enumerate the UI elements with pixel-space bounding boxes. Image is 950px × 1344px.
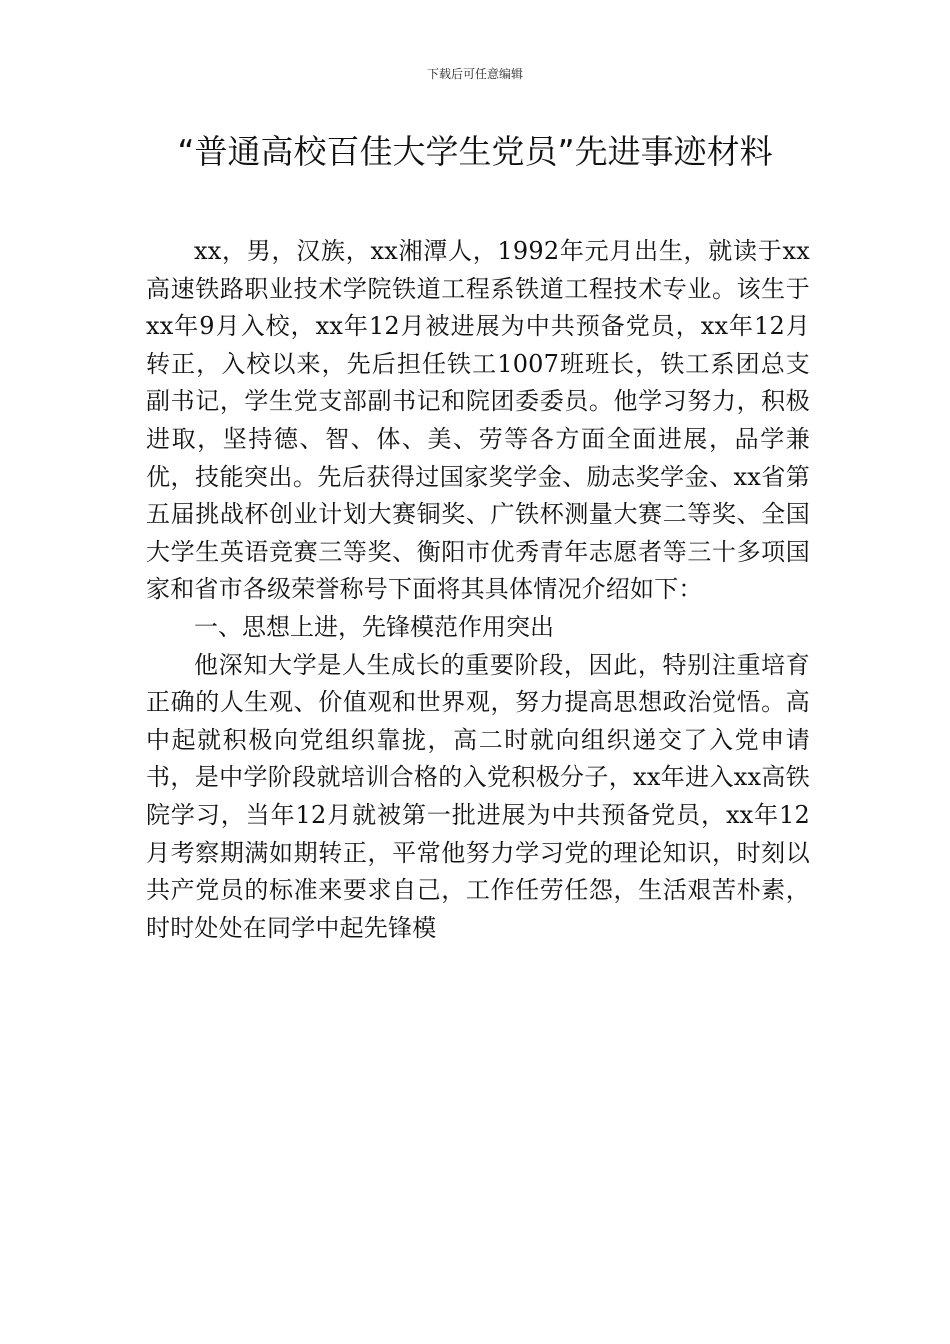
- document-body: [146, 233, 810, 947]
- header-note: 下载后可任意编辑: [426, 67, 523, 81]
- section-heading: 一、思想上进，先锋模范作用突出: [194, 612, 554, 641]
- intro-paragraph: xx，男，汉族，xx湘潭人，1992年元月出生，就读于xx高速铁路职业技术学院铁道工程系铁道工程技术专业。该生于xx年9月入校，xx年12月被进展为中共预备党员，xx年12月转正，入校以来，先后担任铁工1007班班长，铁工系团总支副书记，学生党支部副书记和院团委委员。他学习努力，积极进取，坚持德、智、体、美、劳等各方面全面进展，品学兼优，技能突出。先后获得过国家奖学金、励志奖学金、xx省第五届挑战杯创业计划大赛铜奖、广铁杯测量大赛二等奖、全国大学生英语竞赛三等奖、衡阳市优秀青年志愿者等三十多项国家和省市各级荣誉称号下面将其具体情况介绍如下：: [146, 237, 810, 604]
- section-paragraph: 他深知大学是人生成长的重要阶段，因此，特别注重培育正确的人生观、价值观和世界观，努力提高思想政治觉悟。高中起就积极向党组织靠拢，高二时就向组织递交了入党申请书，是中学阶段就培训合格的入党积极分子，xx年进入xx高铁院学习，当年12月就被第一批进展为中共预备党员，xx年12月考察期满如期转正，平常他努力学习党的理论知识，时刻以共产党员的标准来要求自己，工作任劳任怨，生活艰苦朴素，时时处处在同学中起先锋模: [146, 650, 810, 942]
- document-title: “普通高校百佳大学生党员”先进事迹材料: [177, 132, 773, 171]
